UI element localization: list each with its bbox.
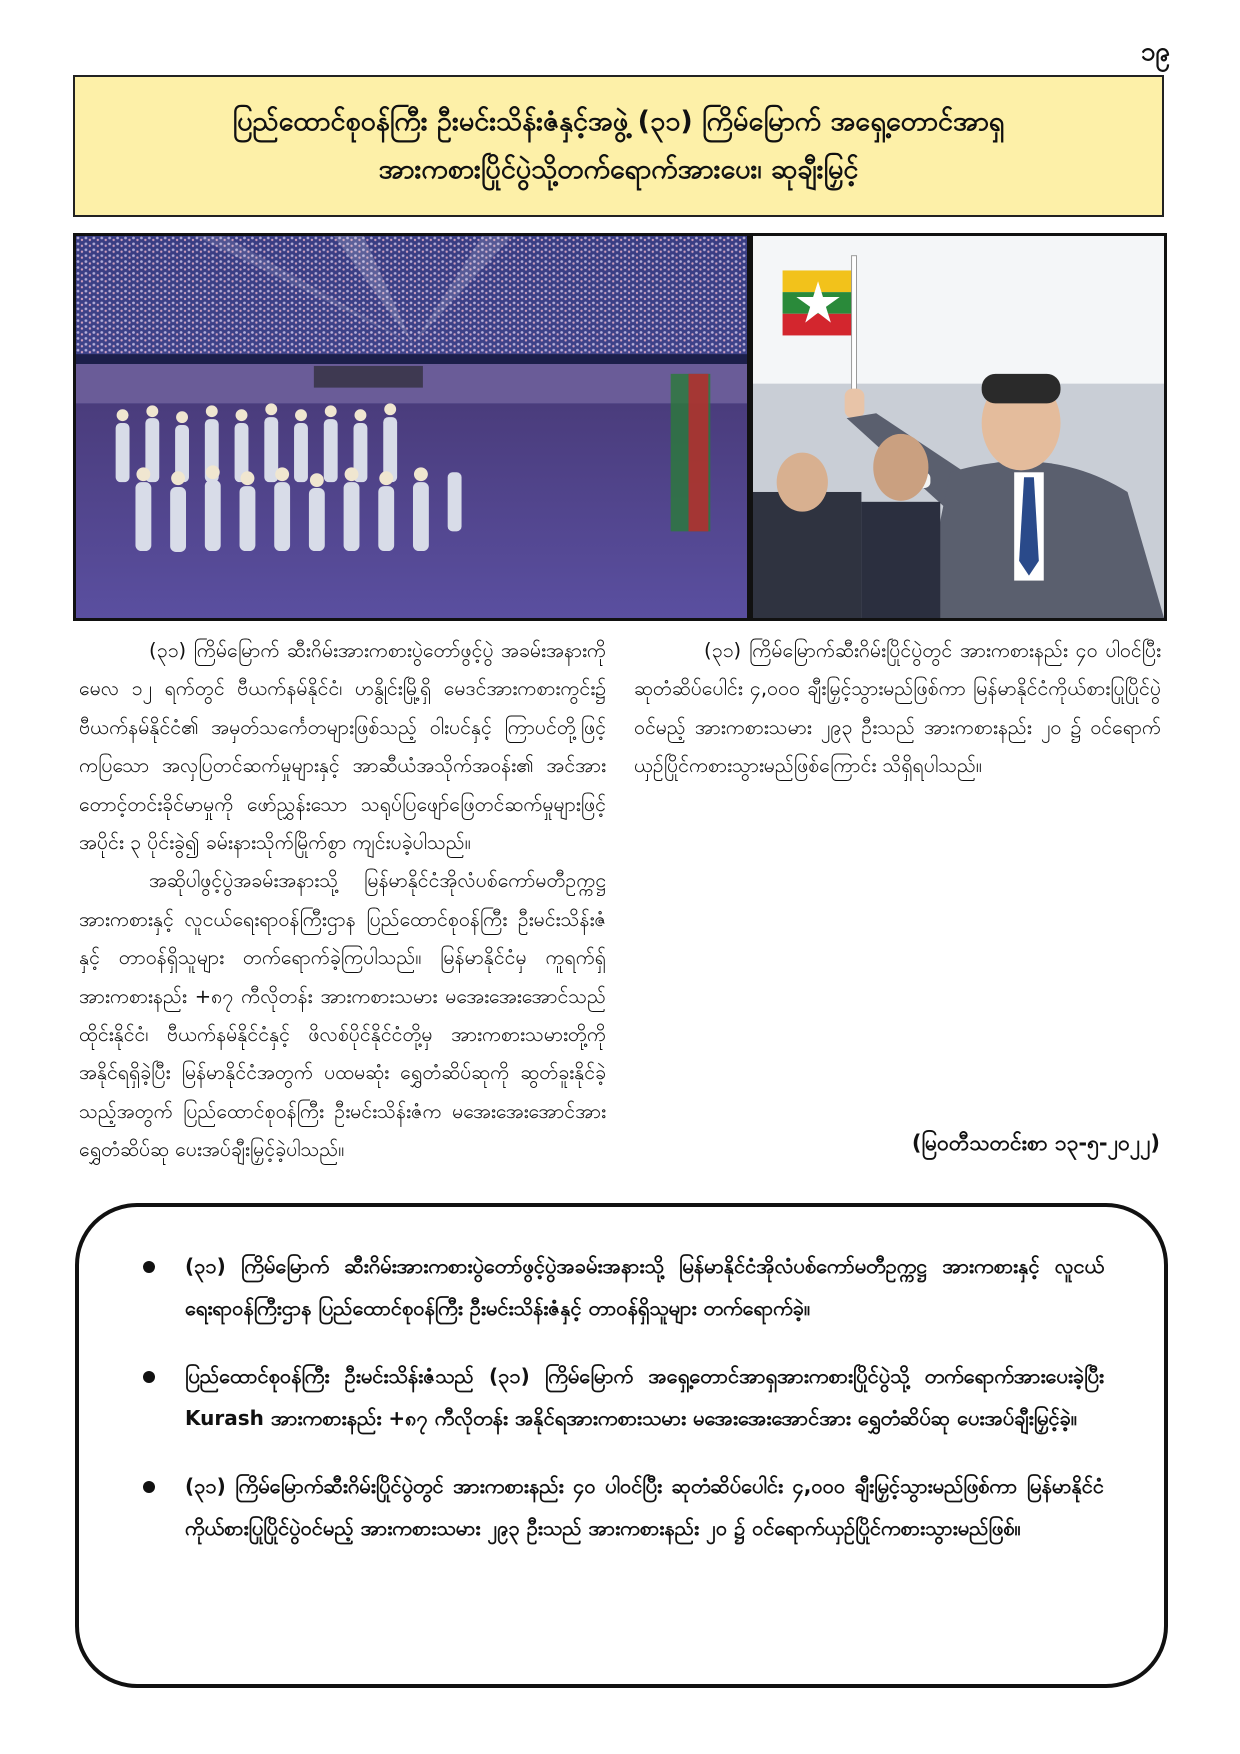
- title-line-2: အားကစားပြိုင်ပွဲသို့တက်ရောက်အားပေး၊ ဆုချီးမြှင့်: [378, 154, 859, 185]
- summary-item: [139, 1245, 1104, 1329]
- article-paragraph-2: အဆိုပါဖွင့်ပွဲအခမ်းအနားသို့ မြန်မာနိုင်ငံအိုလံပစ်ကော်မတီဥက္ကဋ္ဌ အားကစားနှင့် လူငယ်ရေးရာဝန်ကြီးဌာန ပြည်ထောင်စုဝန်ကြီး ဦးမင်းသိန်းဇံနှင့် တာဝန်ရှိသူများ တက်ရောက်ခဲ့ကြပါသည်။ မြန်မာနိုင်ငံမှ ကူရက်ရှ်အားကစားနည်း +၈၇ ကီလိုတန်း အားကစားသမား မအေးအေးအောင်သည် ထိုင်းနိုင်ငံ၊ ဗီယက်နမ်နိုင်ငံနှင့် ဖိလစ်ပိုင်နိုင်ငံတို့မှ အားကစားသမားတို့ကိုအနိုင်ရရှိခဲ့ပြီး မြန်မာနိုင်ငံအတွက် ပထမဆုံး ရွှေတံဆိပ်ဆုကို ဆွတ်ခူးနိုင်ခဲ့သည့်အတွက် ပြည်ထောင်စုဝန်ကြီး ဦးမင်းသိန်းဇံက မအေးအေးအောင်အား ရွှေတံဆိပ်ဆု ပေးအပ်ချီးမြှင့်ခဲ့ပါသည်။: [79, 869, 606, 1162]
- summary-item: [139, 1465, 1104, 1549]
- summary-box: [75, 1203, 1168, 1688]
- page-number: ၁၉: [1140, 37, 1170, 67]
- article-paragraph-1: (၃၁) ကြိမ်မြောက် ဆီးဂိမ်းအားကစားပွဲတော်ဖွင့်ပွဲ အခမ်းအနားကို မေလ ၁၂ ရက်တွင် ဗီယက်နမ်နိုင်ငံ၊ ဟနွိုင်းမြို့ရှိ မေဒင်အားကစားကွင်း၌ ဗီယက်နမ်နိုင်ငံ၏ အမှတ်သင်္ကေတများဖြစ်သည့် ဝါးပင်နှင့် ကြာပင်တို့ဖြင့် ကပြသော အလှပြတင်ဆက်မှုများနှင့် အာဆီယံအသိုက်အဝန်း၏ အင်အားတောင့်တင်းခိုင်မာမှုကို ဖော်ညွှန်းသော သရုပ်ပြဖျော်ဖြေတင်ဆက်မှုများဖြင့် အပိုင်း ၃ ပိုင်းခွဲ၍ ခမ်းနားသိုက်မြိုက်စွာ ကျင်းပခဲ့ပါသည်။: [79, 639, 606, 855]
- summary-text: ပြည်ထောင်စုဝန်ကြီး ဦးမင်းသိန်းဇံသည် (၃၁) ကြိမ်မြောက် အရှေ့တောင်အာရှအားကစားပြိုင်ပွဲသို့ တက်ရောက်အားပေးခဲ့ပြီး Kurash အားကစားနည်း +၈၇ ကီလိုတန်း အနိုင်ရအားကစားသမား မအေးအေးအောင်အား ရွှေတံဆိပ်ဆု ပေးအပ်ချီးမြှင့်ခဲ့။: [185, 1364, 1104, 1430]
- article-paragraph-3: (၃၁) ကြိမ်မြောက်ဆီးဂိမ်းပြိုင်ပွဲတွင် အားကစားနည်း ၄၀ ပါဝင်ပြီး ဆုတံဆိပ်ပေါင်း ၄,၀၀၀ ချီးမြှင့်သွားမည်ဖြစ်ကာ မြန်မာနိုင်ငံကိုယ်စားပြုပြိုင်ပွဲဝင်မည့် အားကစားသမား ၂၉၃ ဦးသည် အားကစားနည်း ၂၀ ၌ ဝင်ရောက်ယှဉ်ပြိုင်ကစားသွားမည်ဖြစ်ကြောင်း သိရှိရပါသည်။: [634, 639, 1161, 778]
- photo-union-minister-flag: [750, 233, 1167, 621]
- title-box: [73, 75, 1164, 217]
- bullet-icon: [143, 1261, 155, 1273]
- bullet-icon: [143, 1481, 155, 1493]
- myanmar-flag-icon: [783, 270, 854, 335]
- summary-text: (၃၁) ကြိမ်မြောက် ဆီးဂိမ်းအားကစားပွဲတော်ဖွင့်ပွဲအခမ်းအနားသို့ မြန်မာနိုင်ငံအိုလံပစ်ကော်မတီဥက္ကဋ္ဌ အားကစားနှင့် လူငယ်ရေးရာဝန်ကြီးဌာန ပြည်ထောင်စုဝန်ကြီး ဦးမင်းသိန်းဇံနှင့် တာဝန်ရှိသူများ တက်ရောက်ခဲ့။: [185, 1254, 1104, 1320]
- summary-list: [139, 1245, 1104, 1549]
- photo-opening-ceremony: [73, 233, 750, 621]
- bullet-icon: [143, 1371, 155, 1383]
- title-line-1: ပြည်ထောင်စုဝန်ကြီး ဦးမင်းသိန်းဇံနှင့်အဖွဲ့ (၃၁) ကြိမ်မြောက် အရှေ့တောင်အာရှ: [232, 106, 1005, 137]
- article-source: (မြဝတီသတင်းစာ ၁၃-၅-၂၀၂၂): [911, 1131, 1160, 1155]
- summary-item: [139, 1355, 1104, 1439]
- article-column-left: [79, 632, 606, 1170]
- flag-waving-image: [753, 236, 1164, 618]
- article-column-right: [634, 632, 1161, 786]
- summary-text: (၃၁) ကြိမ်မြောက်ဆီးဂိမ်းပြိုင်ပွဲတွင် အားကစားနည်း ၄၀ ပါဝင်ပြီး ဆုတံဆိပ်ပေါင်း ၄,၀၀၀ ချီးမြှင့်သွားမည်ဖြစ်ကာ မြန်မာနိုင်ငံကိုယ်စားပြုပြိုင်ပွဲဝင်မည့် အားကစားသမား ၂၉၃ ဦးသည် အားကစားနည်း ၂၀ ၌ ဝင်ရောက်ယှဉ်ပြိုင်ကစားသွားမည်ဖြစ်။: [185, 1474, 1104, 1540]
- stadium-image: [76, 236, 747, 618]
